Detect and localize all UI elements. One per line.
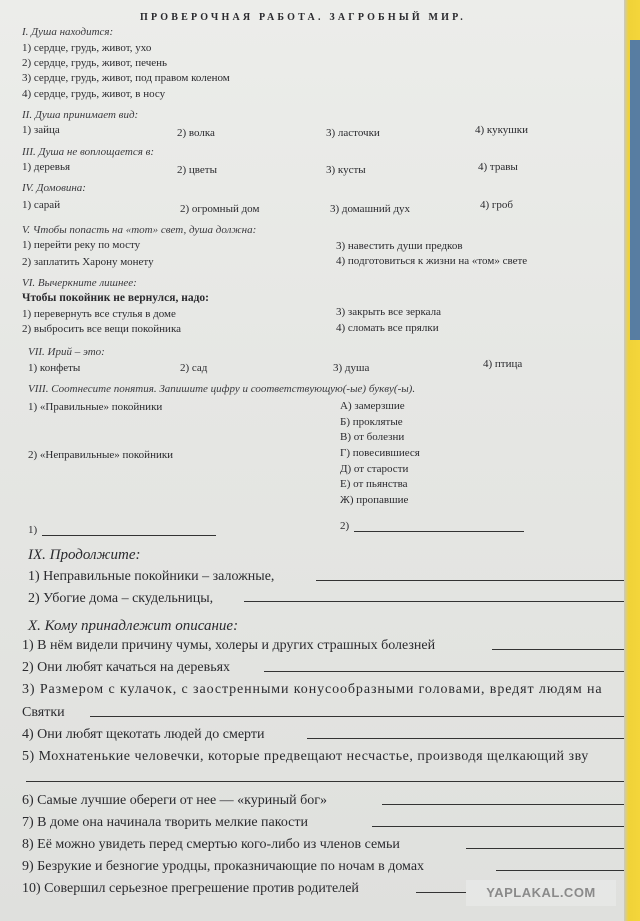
q10-item-9-line[interactable] [496, 870, 626, 871]
q10-item-10-line[interactable] [416, 892, 466, 893]
q1-option-1: 1) сердце, грудь, живот, ухо [22, 42, 152, 54]
watermark-logo: YAPLAKAL.COM [466, 880, 616, 906]
q8-heading: VIII. Соотнесите понятия. Запишите цифру и соответствующую(-ые) букву(-ы). [28, 383, 416, 395]
q5-option-2: 2) заплатить Харону монету [22, 256, 154, 268]
q6-prompt: Чтобы покойник не вернулся, надо: [22, 292, 209, 304]
q7-option-1: 1) конфеты [28, 362, 81, 374]
q6-option-3: 3) закрыть все зеркала [336, 306, 441, 318]
q10-item-3-line[interactable] [90, 716, 626, 717]
q10-item-8: 8) Её можно увидеть перед смертью кого-либо из членов семьи [22, 837, 400, 852]
q10-item-2: 2) Они любят качаться на деревьях [22, 660, 231, 675]
q2-option-4: 4) кукушки [475, 124, 528, 136]
q7-option-4: 4) птица [483, 358, 523, 370]
q10-item-10: 10) Совершил серьезное прегрешение против родителей [22, 881, 359, 896]
q5-heading: V. Чтобы попасть на «тот» свет, душа должна: [22, 224, 257, 236]
q10-item-6-line[interactable] [382, 804, 626, 805]
q4-option-1: 1) сарай [22, 199, 61, 211]
q3-option-4: 4) травы [478, 161, 518, 173]
q8-answer-1-line[interactable] [42, 535, 216, 536]
q3-option-1: 1) деревья [22, 161, 71, 173]
q10-item-7-line[interactable] [372, 826, 626, 827]
q9-item-1: 1) Неправильные покойники – заложные, [28, 569, 275, 584]
q4-heading: IV. Домовина: [22, 182, 86, 194]
q8-right-e: Е) от пьянства [340, 478, 408, 490]
q4-option-4: 4) гроб [480, 199, 514, 211]
q9-item-2: 2) Убогие дома – скудельницы, [28, 591, 214, 606]
q8-answer-2-line[interactable] [354, 531, 524, 532]
q10-item-5-line[interactable] [26, 781, 626, 782]
book-edge [624, 0, 640, 921]
q8-left-2: 2) «Неправильные» покойники [28, 449, 174, 461]
q10-item-9: 9) Безрукие и безногие уродцы, проказничающие по ночам в домах [22, 859, 425, 874]
q10-heading: X. Кому принадлежит описание: [28, 618, 239, 634]
q10-item-1: 1) В нём видели причину чумы, холеры и других страшных болезней [22, 638, 436, 653]
q3-option-3: 3) кусты [326, 164, 366, 176]
q4-option-2: 2) огромный дом [180, 203, 260, 215]
q6-option-2: 2) выбросить все вещи покойника [22, 323, 182, 335]
q6-option-4: 4) сломать все прялки [336, 322, 439, 334]
q10-item-8-line[interactable] [466, 848, 626, 849]
q9-item-1-line[interactable] [316, 580, 626, 581]
q10-item-1-line[interactable] [492, 649, 626, 650]
q2-heading: II. Душа принимает вид: [22, 109, 139, 121]
q3-option-2: 2) цветы [177, 164, 218, 176]
q2-option-1: 1) зайца [22, 124, 60, 136]
q2-option-2: 2) волка [177, 127, 215, 139]
q5-option-3: 3) навестить души предков [336, 240, 463, 252]
q1-option-3: 3) сердце, грудь, живот, под правом коленом [22, 72, 230, 84]
q10-item-2-line[interactable] [264, 671, 626, 672]
q7-heading: VII. Ирий – это: [28, 346, 105, 358]
q8-right-b: Б) проклятые [340, 416, 403, 428]
q8-right-v: В) от болезни [340, 431, 405, 443]
q10-item-7: 7) В доме она начинала творить мелкие пакости [22, 815, 309, 830]
q8-right-zh: Ж) пропавшие [340, 494, 409, 506]
q8-right-a: А) замерзшие [340, 400, 405, 412]
q7-option-2: 2) сад [180, 362, 208, 374]
q8-right-d: Д) от старости [340, 463, 409, 475]
q1-option-2: 2) сердце, грудь, живот, печень [22, 57, 168, 69]
q8-answer-2-label: 2) [340, 520, 350, 532]
q8-right-g: Г) повесившиеся [340, 447, 420, 459]
q10-item-4-line[interactable] [307, 738, 626, 739]
q9-heading: IX. Продолжите: [28, 547, 141, 563]
q3-heading: III. Душа не воплощается в: [22, 146, 155, 158]
q9-item-2-line[interactable] [244, 601, 626, 602]
q10-item-3: 3) Размером с кулачок, с заостренными конусообразными головами, вредят людям на [22, 682, 603, 697]
q5-option-1: 1) перейти реку по мосту [22, 239, 141, 251]
q2-option-3: 3) ласточки [326, 127, 380, 139]
q10-item-5: 5) Мохнатенькие человечки, которые предвещают несчастье, производя щелкающий зву [22, 749, 589, 764]
q10-item-3-cont: Святки [22, 705, 65, 720]
q1-option-4: 4) сердце, грудь, живот, в носу [22, 88, 166, 100]
q4-option-3: 3) домашний дух [330, 203, 411, 215]
q6-heading: VI. Вычеркните лишнее: [22, 277, 137, 289]
q7-option-3: 3) душа [333, 362, 370, 374]
q5-option-4: 4) подготовиться к жизни на «том» свете [336, 255, 528, 267]
q6-option-1: 1) перевернуть все стулья в доме [22, 308, 176, 320]
q10-item-4: 4) Они любят щекотать людей до смерти [22, 727, 265, 742]
page-title: ПРОВЕРОЧНАЯ РАБОТА. ЗАГРОБНЫЙ МИР. [140, 12, 466, 23]
q8-left-1: 1) «Правильные» покойники [28, 401, 163, 413]
q10-item-6: 6) Самые лучшие обереги от нее — «куриный бог» [22, 793, 328, 808]
q8-answer-1-label: 1) [28, 524, 38, 536]
q1-heading: I. Душа находится: [22, 26, 114, 38]
